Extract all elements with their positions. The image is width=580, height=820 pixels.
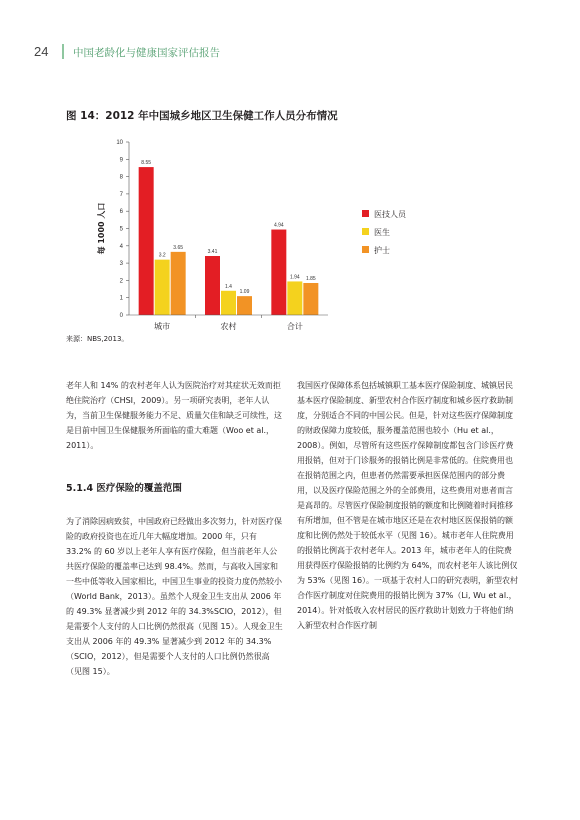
bar [205, 256, 220, 315]
bar-chart [66, 130, 486, 330]
y-axis-title: 每 1000 人口 [97, 202, 106, 255]
page-header [34, 44, 554, 60]
y-tick-label: 7 [119, 191, 123, 198]
category-label: 城市 [154, 322, 171, 330]
data-label: 1.09 [239, 289, 250, 296]
page-number: 24 [34, 44, 49, 59]
figure-source: 来源：NBS,2013。 [66, 335, 129, 343]
y-tick-label: 1 [119, 295, 123, 302]
running-title: 中国老龄化与健康国家评估报告 [73, 47, 220, 59]
bars [139, 160, 319, 315]
y-tick-label: 0 [119, 313, 123, 319]
figure-title: 图 14：2012 年中国城乡地区卫生保健工作人员分布情况 [66, 110, 338, 122]
body-left-column-bottom [66, 514, 284, 679]
legend-label: 护士 [374, 246, 390, 255]
y-tick-label: 4 [119, 243, 123, 250]
body-right-column [297, 378, 519, 633]
data-label: 3.2 [158, 252, 166, 259]
data-label: 4.94 [273, 222, 284, 229]
bar [287, 281, 302, 315]
legend-swatch [362, 210, 369, 217]
y-tick-label: 9 [119, 157, 123, 164]
legend-swatch [362, 246, 369, 253]
x-axis [129, 315, 328, 330]
data-label: 1.4 [225, 283, 232, 290]
body-left-column-top [66, 378, 284, 453]
data-label: 1.85 [305, 275, 316, 282]
legend-label: 医生 [374, 228, 390, 237]
legend-label: 医技人员 [374, 210, 406, 219]
bar [171, 252, 186, 315]
bar [155, 260, 170, 315]
y-tick-label: 8 [119, 174, 123, 181]
data-label: 3.65 [173, 244, 184, 251]
y-axis [96, 140, 129, 319]
data-label: 8.55 [141, 160, 152, 167]
bar [303, 283, 318, 315]
data-label: 3.41 [207, 249, 218, 256]
bar [271, 230, 286, 315]
category-label: 农村 [220, 322, 237, 330]
bar [221, 291, 236, 315]
section-heading: 5.1.4 医疗保险的覆盖范围 [66, 483, 182, 494]
y-tick-label: 2 [119, 278, 123, 285]
y-tick-label: 5 [119, 226, 123, 233]
y-tick-label: 3 [119, 261, 123, 268]
legend [362, 209, 407, 255]
header-divider [62, 44, 64, 59]
data-label: 1.94 [289, 274, 300, 281]
paragraph: 我国医疗保障体系包括城镇职工基本医疗保险制度、城镇居民基本医疗保险制度、新型农村合作医疗制度和城乡医疗救助制度，分别适合不同的中国公民。但是，针对这些医疗保障制度的财政保障力度较低，服务覆盖范围也较小（Hu et al.，2008）。例如，尽管所有这些医疗保障制度都包含门诊医疗费用报销，但对于门诊服务的报销比例是非常低的。住院费用也在报销范围之内，但患者仍然需要承担医保范围内的部分费用，以及医疗保险范围之外的全部费用，这些费用对患者而言是高昂的。尽管医疗保险制度报销的额度和比例随着时间推移有所增加，但不管是在城市地区还是在农村地区医保报销的额度和比例仍然处于较低水平（见图 16）。城市老年人住院费用的报销比例高于农村老年人。2013 年，城市老年人的住院费用获得医疗保险报销的比例约为 64%，而农村老年人该比例仅为 53%（见图 16）。一项基于农村人口的研究表明，新型农村合作医疗制度对住院费用的报销比例为 37%（Li, Wu et al.，2014）。针对低收入农村居民的医疗救助计划致力于将他们纳入新型农村合作医疗制 [297, 381, 519, 630]
y-tick-label: 6 [119, 209, 123, 216]
category-label: 合计 [286, 322, 303, 330]
y-tick-label: 10 [116, 140, 123, 146]
paragraph: 为了消除因病致贫，中国政府已经做出多次努力，针对医疗保险的政府投资也在近几年大幅度增加。2000 年，只有 33.2% 的 60 岁以上老年人享有医疗保险，但当前老年人公共医疗保险的覆盖率已达到 98.4%。然而，与高收入国家和一些中低等收入国家相比，中国卫生事业的投资力度仍然较小（World Bank，2013）。虽然个人现金卫生支出从 2006 年的 49.3% 显著减少到 2012 年的 34.3%SCIO，2012），但是需要个人支付的人口比例仍然很高（见图 15）。人现金卫生支出从 2006 年的 49.3% 显著减少到 2012 年的 34.3%（SCIO，2012），但是需要个人支付的人口比例仍然很高（见图 15）。 [66, 517, 283, 676]
legend-swatch [362, 228, 369, 235]
bar [237, 296, 252, 315]
bar [139, 167, 154, 315]
paragraph: 老年人和 14% 的农村老年人认为医院治疗对其症状无效而拒绝住院治疗（CHSI，2009）。另一项研究表明，老年人认为，当前卫生保健服务能力不足、质量欠佳和缺乏可续性，这是目前中国卫生保健服务所面临的重大难题（Woo et al.，2011）。 [66, 381, 282, 450]
